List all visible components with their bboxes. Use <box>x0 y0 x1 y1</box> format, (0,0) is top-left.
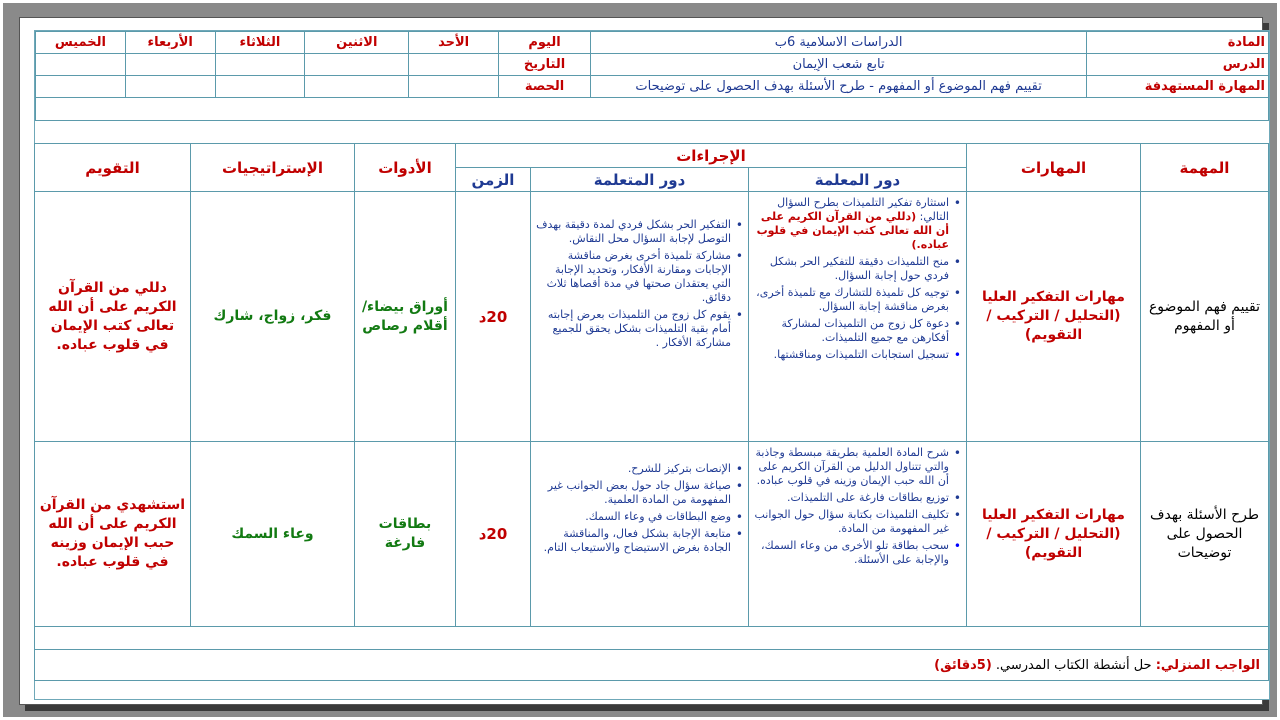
homework-duration: (5دقائق) <box>934 657 992 673</box>
col-task: المهمة <box>1141 144 1269 192</box>
list-item: • تكليف التلميذات بكتابة سؤال حول الجوانب غير المفهومة من المادة. <box>752 508 949 536</box>
col-procedures: الإجراءات <box>455 144 966 168</box>
list-item: • منح التلميذات دقيقة للتفكير الحر بشكل فردي حول إجابة السؤال. <box>752 255 949 283</box>
row2-task: طرح الأسئلة بهدف الحصول على توضيحات <box>1141 442 1269 627</box>
day-label: اليوم <box>498 32 590 54</box>
lesson-value: تابع شعب الإيمان <box>591 54 1087 76</box>
list-item: • مشاركة تلميذة أخرى بغرض مناقشة الإجابات ومقارنة الأفكار، وتحديد الإجابة التي يعتقدان صحتها في مدة أقصاها ثلاث دقائق. <box>534 249 731 305</box>
col-teacher-role: دور المعلمة <box>749 168 967 192</box>
row1-teacher-role <box>749 192 967 442</box>
row1-task: تقييم فهم الموضوع أو المفهوم <box>1141 192 1269 442</box>
list-item: • صياغة سؤال جاد حول بعض الجوانب غير المفهومة من المادة العلمية. <box>534 479 731 507</box>
list-item: • متابعة الإجابة بشكل فعال، والمناقشة الجادة بغرض الاستيضاح والاستيعاب التام. <box>534 527 731 555</box>
lesson-label: الدرس <box>1087 54 1269 76</box>
period-label: الحصة <box>498 76 590 98</box>
list-item: • شرح المادة العلمية بطريقة مبسطة وجاذبة والتي تتناول الدليل من القرآن الكريم على أن الله حبب الإيمان وزينه في قلوب عباده. <box>752 446 949 488</box>
outer-frame <box>3 3 1277 717</box>
period-cell <box>305 76 409 98</box>
date-label: التاريخ <box>498 54 590 76</box>
col-skills: المهارات <box>967 144 1141 192</box>
row1-strategy: فكر، زواج، شارك <box>190 192 354 442</box>
period-cell <box>125 76 215 98</box>
lesson-plan-sheet <box>34 30 1270 700</box>
row1-tools: أوراق بيضاء/ أقلام رصاص <box>354 192 455 442</box>
procedures-table <box>34 143 1269 681</box>
list-item: • توجيه كل تلميذة للتشارك مع تلميذة أخرى، بغرض مناقشة إجابة السؤال. <box>752 286 949 314</box>
list-item: • الإنصات بتركيز للشرح. <box>534 462 731 476</box>
day-thursday: الخميس <box>36 32 126 54</box>
row2-strategy: وعاء السمك <box>190 442 354 627</box>
date-cell <box>125 54 215 76</box>
col-student-role: دور المتعلمة <box>531 168 749 192</box>
row2-time: 20د <box>455 442 530 627</box>
period-cell <box>409 76 499 98</box>
subject-label: المادة <box>1087 32 1269 54</box>
list-item: • سحب بطاقة تلو الأخرى من وعاء السمك، والإجابة على الأسئلة. <box>752 539 949 567</box>
list-item: • يقوم كل زوج من التلميذات بعرض إجابته أمام بقية التلميذات بشكل يحقق للجميع مشاركة الأفكار . <box>534 308 731 350</box>
list-item: • دعوة كل زوج من التلميذات لمشاركة أفكارهن مع جميع التلميذات. <box>752 317 949 345</box>
skill-label: المهارة المستهدفة <box>1087 76 1269 98</box>
list-item: • توزيع بطاقات فارغة على التلميذات. <box>752 491 949 505</box>
list-item: • تسجيل استجابات التلميذات ومناقشتها. <box>752 348 949 362</box>
date-cell <box>409 54 499 76</box>
date-cell <box>36 54 126 76</box>
col-evaluation: التقويم <box>34 144 190 192</box>
row1-teacher-item1: استثارة تفكير التلميذات بطرح السؤال التالي: <box>777 196 949 223</box>
skill-value: تقييم فهم الموضوع أو المفهوم - طرح الأسئلة بهدف الحصول على توضيحات <box>591 76 1087 98</box>
date-cell <box>305 54 409 76</box>
row2-teacher-role <box>749 442 967 627</box>
header-table <box>35 31 1269 121</box>
row2-evaluation: استشهدي من القرآن الكريم على أن الله حبب الإيمان وزينه في قلوب عباده. <box>34 442 190 627</box>
row1-evaluation: دللي من القرآن الكريم على أن الله تعالى كتب الإيمان في قلوب عباده. <box>34 192 190 442</box>
row1-teacher-item1-highlight: (دللي من القرآن الكريم على أن الله تعالى كتب الإيمان في قلوب عباده.) <box>756 210 949 251</box>
day-monday: الاثنين <box>305 32 409 54</box>
row2-skills: مهارات التفكير العليا (التحليل / التركيب / التقويم) <box>967 442 1141 627</box>
row1-time: 20د <box>455 192 530 442</box>
day-tuesday: الثلاثاء <box>215 32 305 54</box>
lesson-plan-page <box>19 17 1263 705</box>
list-item: • التفكير الحر بشكل فردي لمدة دقيقة بهدف التوصل لإجابة السؤال محل النقاش. <box>534 218 731 246</box>
col-time: الزمن <box>455 168 530 192</box>
row2-student-role <box>531 442 749 627</box>
list-item: • وضع البطاقات في وعاء السمك. <box>534 510 731 524</box>
row2-tools: بطاقات فارغة <box>354 442 455 627</box>
date-cell <box>215 54 305 76</box>
homework-label: الواجب المنزلي: <box>1155 657 1260 673</box>
list-item <box>752 196 949 252</box>
row1-skills: مهارات التفكير العليا (التحليل / التركيب / التقويم) <box>967 192 1141 442</box>
period-cell <box>36 76 126 98</box>
subject-value: الدراسات الاسلامية 6ب <box>591 32 1087 54</box>
day-wednesday: الأربعاء <box>125 32 215 54</box>
homework-row <box>34 650 1268 681</box>
period-cell <box>215 76 305 98</box>
spacer-row <box>36 98 1269 121</box>
homework-text: حل أنشطة الكتاب المدرسي. <box>995 657 1152 673</box>
col-tools: الأدوات <box>354 144 455 192</box>
spacer-row <box>34 627 1268 650</box>
row1-student-role <box>531 192 749 442</box>
day-sunday: الأحد <box>409 32 499 54</box>
col-strategies: الإستراتيجيات <box>190 144 354 192</box>
